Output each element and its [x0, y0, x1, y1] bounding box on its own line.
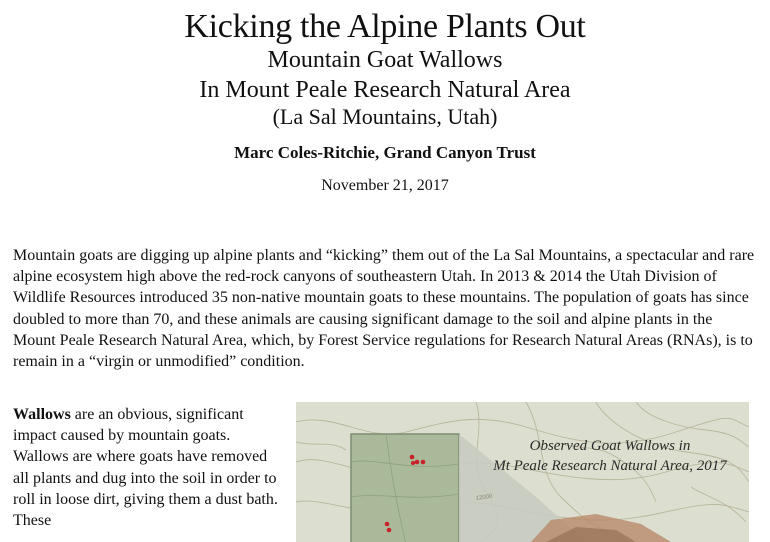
wallow-marker	[387, 528, 392, 533]
map-title-line-2: Mt Peale Research Natural Area, 2017	[493, 458, 727, 474]
document-date: November 21, 2017	[321, 177, 449, 194]
document-subtitle-location: In Mount Peale Research Natural Area	[199, 77, 571, 103]
map-title-line-1: Observed Goat Wallows in	[529, 438, 691, 454]
wallow-marker	[411, 461, 415, 465]
wallow-marker	[415, 460, 420, 465]
wallows-paragraph	[13, 404, 283, 531]
wallow-marker	[385, 522, 390, 527]
wallow-marker	[421, 460, 426, 465]
wallows-map	[296, 402, 749, 542]
wallows-term: Wallows	[13, 406, 71, 423]
document-title: Kicking the Alpine Plants Out	[184, 8, 586, 45]
wallows-text: are an obvious, significant impact caused by mountain goats. Wallows are where goats have removed all plants and dug into the soil in order to roll in loose dirt, giving them a dust bath. These	[13, 406, 278, 530]
intro-paragraph: Mountain goats are digging up alpine plants and “kicking” them out of the La Sal Mountains, a spectacular and rare alpine ecosystem high above the red-rock canyons of southeastern Utah. In 2013 & 2014 the Utah Division of Wildlife Resources introduced 35 non-native mountain goats to these mountains. The population of goats has since doubled to more than 70, and these animals are causing significant damage to the soil and alpine plants in the Mount Peale Research Natural Area, which, by Forest Service regulations for Research Natural Areas (RNAs), is to remain in a “virgin or unmodified” condition.	[13, 247, 755, 371]
rna-inset-panel	[351, 434, 459, 542]
wallows-map-figure	[296, 402, 749, 542]
document-subtitle: Mountain Goat Wallows	[267, 47, 503, 73]
wallow-marker	[410, 455, 415, 460]
contour-label: 12000	[475, 493, 493, 502]
document-subtitle-region: (La Sal Mountains, Utah)	[272, 104, 498, 129]
author-line: Marc Coles-Ritchie, Grand Canyon Trust	[234, 143, 536, 162]
